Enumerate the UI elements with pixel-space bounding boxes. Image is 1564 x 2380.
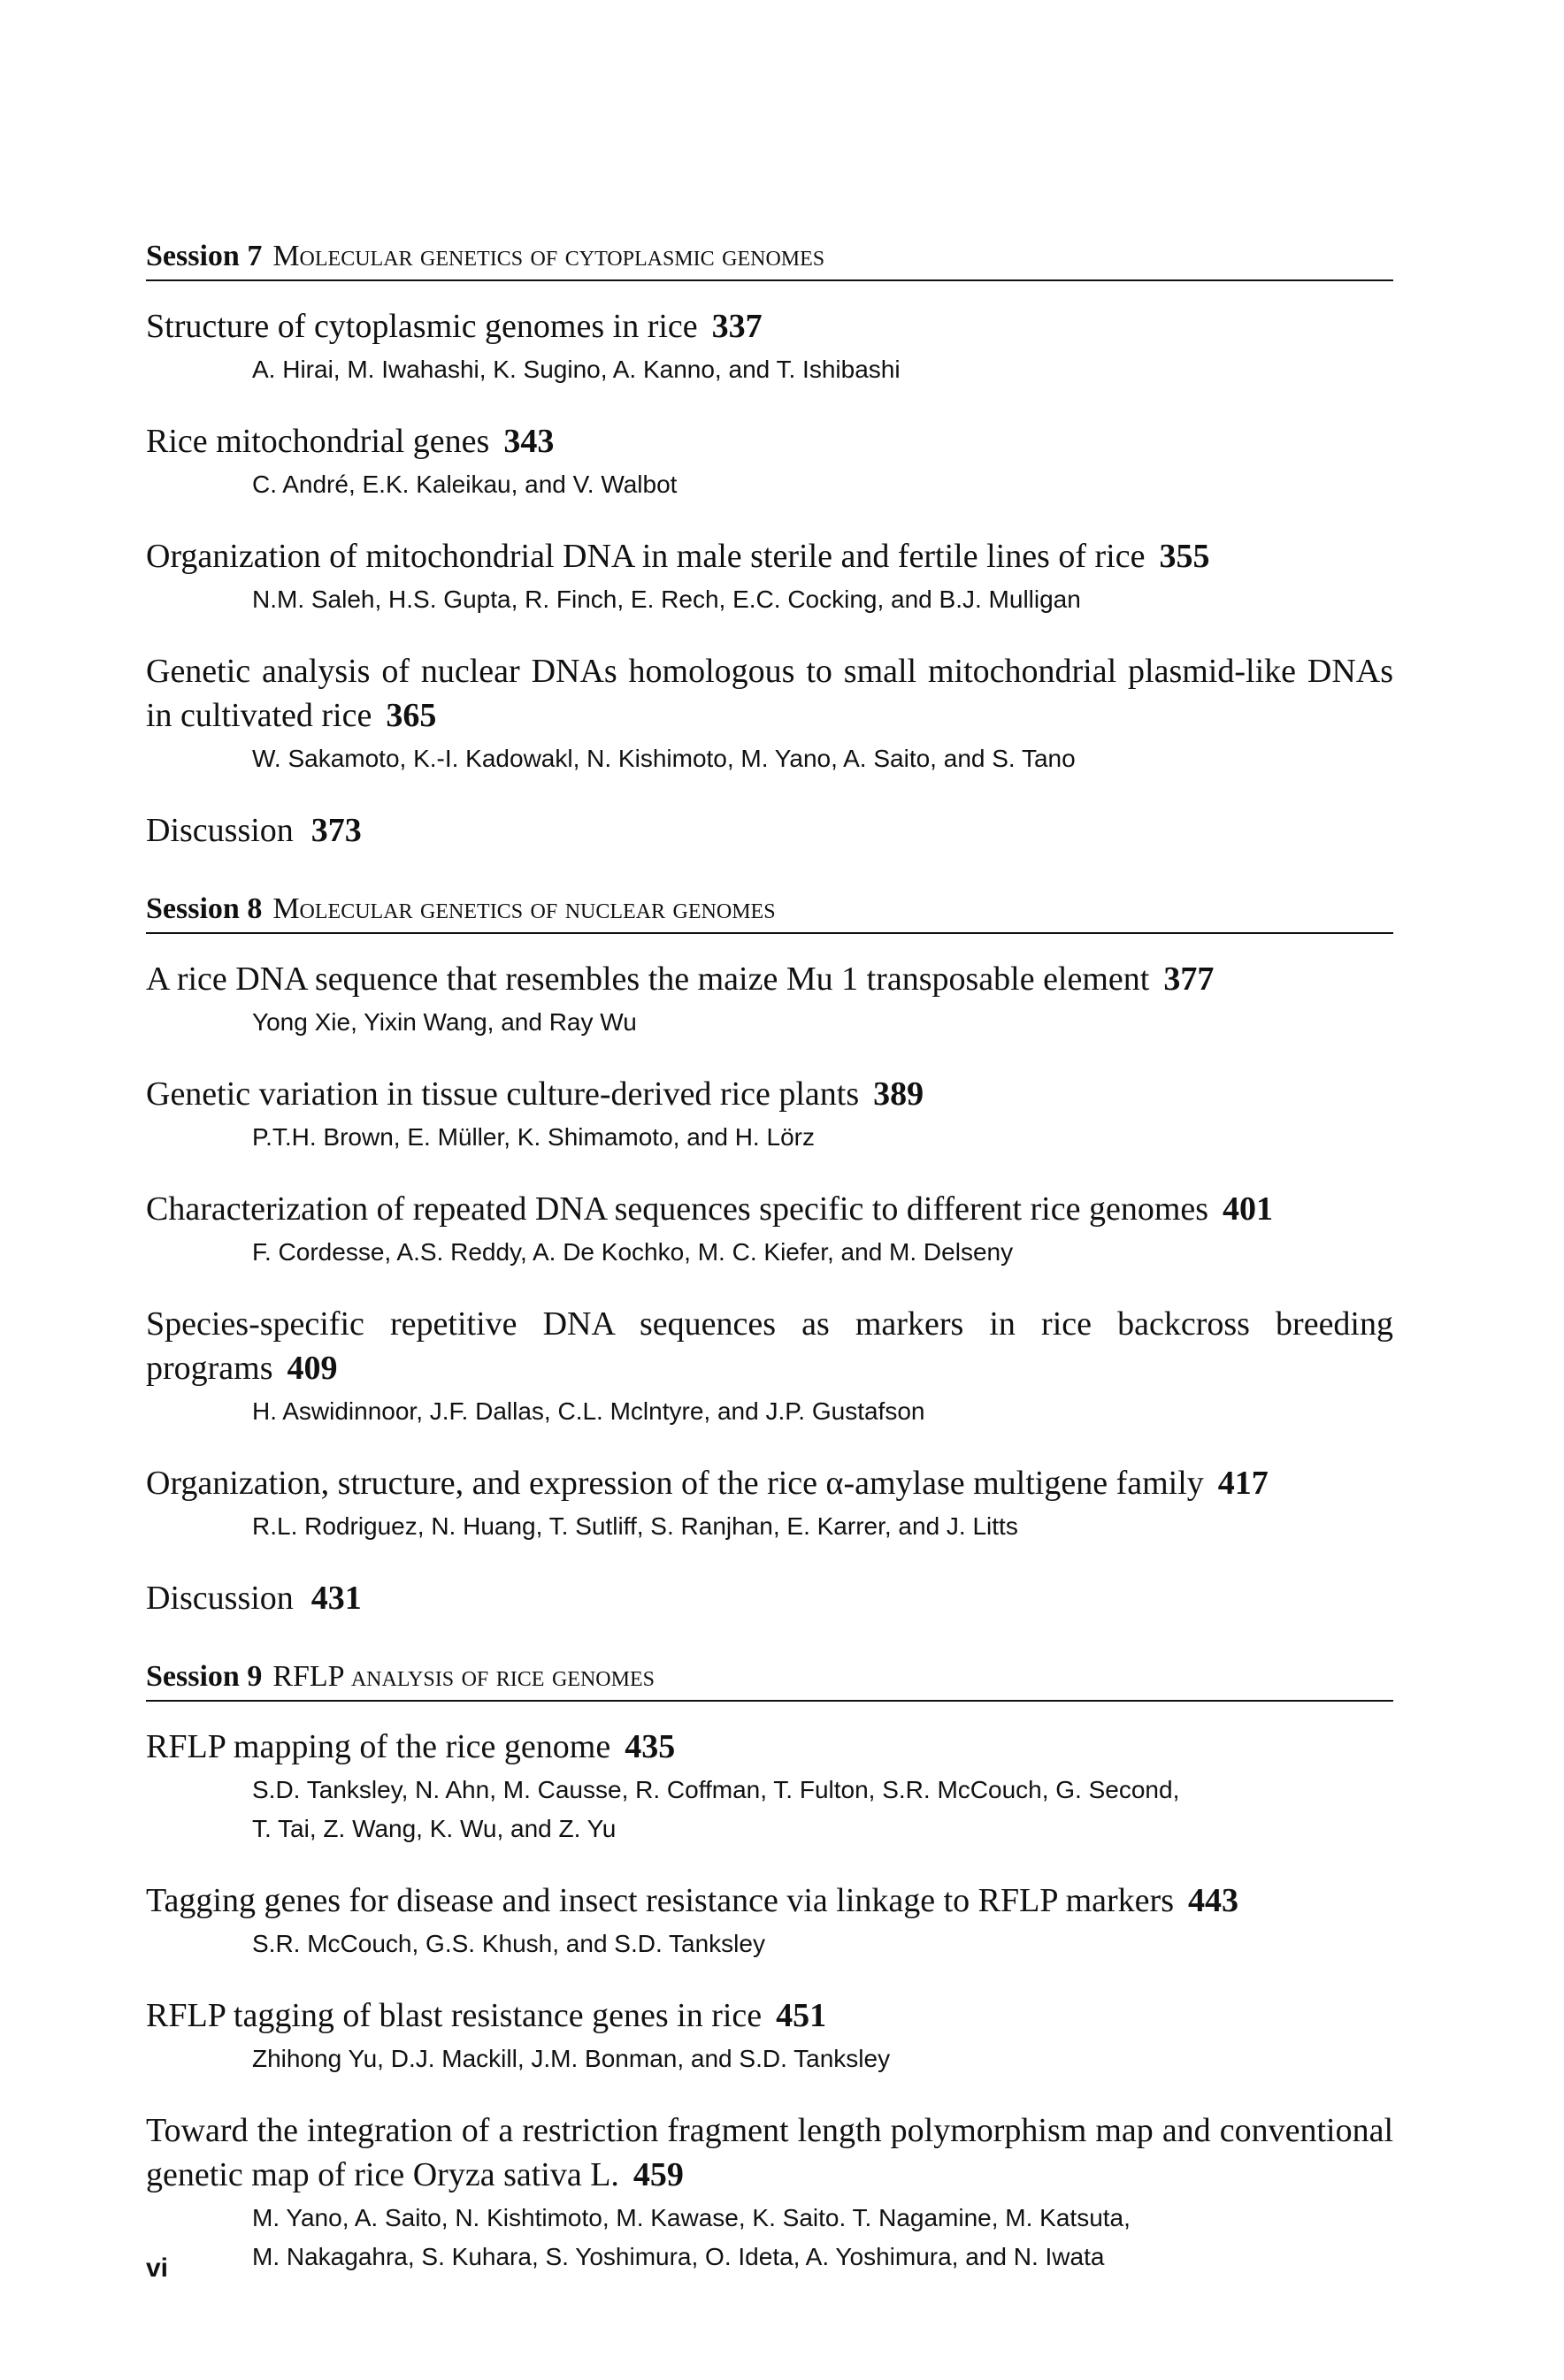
toc-entry xyxy=(146,2108,1393,2275)
entry-title-text: Tagging genes for disease and insect resistance via linkage to RFLP markers xyxy=(146,1882,1174,1919)
entry-title-text: RFLP tagging of blast resistance genes in rice xyxy=(146,1997,763,2034)
toc-page xyxy=(146,239,1393,2314)
entry-authors: S.R. McCouch, G.S. Khush, and S.D. Tanksley xyxy=(252,1930,765,1957)
entry-title xyxy=(146,419,1393,463)
toc-entry xyxy=(146,1302,1393,1429)
entry-page-number: 435 xyxy=(625,1728,676,1765)
discussion-entry xyxy=(146,808,1393,853)
entry-authors: A. Hirai, M. Iwahashi, K. Sugino, A. Kanno, and T. Ishibashi xyxy=(252,356,901,383)
entry-authors: Zhihong Yu, D.J. Mackill, J.M. Bonman, and S.D. Tanksley xyxy=(252,2045,891,2072)
entry-title xyxy=(146,1461,1393,1505)
discussion-label: Discussion xyxy=(146,1580,294,1617)
entry-title xyxy=(146,1879,1393,1923)
entry-authors: W. Sakamoto, K.-I. Kadowakl, N. Kishimoto, M. Yano, A. Saito, and S. Tano xyxy=(252,745,1076,772)
toc-entry xyxy=(146,1879,1393,1962)
entry-authors: Yong Xie, Yixin Wang, and Ray Wu xyxy=(252,1008,637,1036)
entry-authors: M. Yano, A. Saito, N. Kishtimoto, M. Kawase, K. Saito. T. Nagamine, M. Katsuta, xyxy=(252,2204,1131,2231)
toc-entry xyxy=(146,1725,1393,1847)
entry-page-number: 365 xyxy=(386,697,437,734)
entry-title xyxy=(146,649,1393,738)
entry-page-number: 417 xyxy=(1217,1465,1269,1502)
entry-title xyxy=(146,1302,1393,1390)
session-section xyxy=(146,239,1393,853)
entry-page-number: 443 xyxy=(1188,1882,1238,1919)
toc-entry xyxy=(146,1994,1393,2077)
session-topic: Molecular genetics of nuclear genomes xyxy=(272,892,776,925)
session-section xyxy=(146,1659,1393,2275)
entry-authors: P.T.H. Brown, E. Müller, K. Shimamoto, and H. Lörz xyxy=(252,1123,815,1151)
entry-authors: R.L. Rodriguez, N. Huang, T. Sutliff, S. Ranjhan, E. Karrer, and J. Litts xyxy=(252,1512,1018,1540)
toc-entry xyxy=(146,1072,1393,1155)
session-label: Session 9 xyxy=(146,1660,263,1693)
entry-title-text: Organization, structure, and expression of the rice α-amylase multigene family xyxy=(146,1465,1204,1502)
toc-entry xyxy=(146,1187,1393,1270)
entry-title-text: Genetic variation in tissue culture-derived rice plants xyxy=(146,1075,860,1113)
session-label: Session 7 xyxy=(146,240,263,272)
toc-entry xyxy=(146,534,1393,617)
entry-title-text: Toward the integration of a restriction fragment length polymorphism map and conventional genetic map of rice Oryza sativa L. xyxy=(146,2112,1393,2193)
entry-authors: M. Nakagahra, S. Kuhara, S. Yoshimura, O. Ideta, A. Yoshimura, and N. Iwata xyxy=(252,2243,1105,2270)
entry-authors: N.M. Saleh, H.S. Gupta, R. Finch, E. Rech, E.C. Cocking, and B.J. Mulligan xyxy=(252,585,1081,613)
entry-title xyxy=(146,2108,1393,2197)
entry-authors: S.D. Tanksley, N. Ahn, M. Causse, R. Coffman, T. Fulton, S.R. McCouch, G. Second, xyxy=(252,1776,1180,1803)
entry-title-text: Rice mitochondrial genes xyxy=(146,423,490,460)
entry-title-text: Genetic analysis of nuclear DNAs homologous to small mitochondrial plasmid-like DNAs in cultivated rice xyxy=(146,653,1393,734)
entry-title-text: RFLP mapping of the rice genome xyxy=(146,1728,611,1765)
session-header xyxy=(146,239,1393,281)
entry-page-number: 389 xyxy=(873,1075,924,1113)
page-number: vi xyxy=(146,2254,169,2283)
toc-entry xyxy=(146,419,1393,502)
toc-entry xyxy=(146,304,1393,387)
toc-entry xyxy=(146,957,1393,1040)
entry-title-text: Species-specific repetitive DNA sequences as markers in rice backcross breeding programs xyxy=(146,1305,1393,1387)
entry-page-number: 459 xyxy=(632,2156,684,2193)
session-header xyxy=(146,1659,1393,1702)
session-header xyxy=(146,892,1393,934)
entry-page-number: 401 xyxy=(1223,1190,1274,1228)
entry-page-number: 451 xyxy=(776,1997,827,2034)
entry-title xyxy=(146,1072,1393,1116)
entry-title xyxy=(146,957,1393,1001)
session-section xyxy=(146,892,1393,1620)
entry-title-text: Characterization of repeated DNA sequences specific to different rice genomes xyxy=(146,1190,1209,1228)
entry-title xyxy=(146,1187,1393,1231)
entry-authors: F. Cordesse, A.S. Reddy, A. De Kochko, M. C. Kiefer, and M. Delseny xyxy=(252,1238,1014,1266)
discussion-title xyxy=(146,808,1393,853)
entry-title xyxy=(146,304,1393,348)
entry-authors: H. Aswidinnoor, J.F. Dallas, C.L. Mclntyre, and J.P. Gustafson xyxy=(252,1397,925,1425)
entry-page-number: 343 xyxy=(503,423,555,460)
session-topic: RFLP analysis of rice genomes xyxy=(272,1660,655,1693)
entry-title-text: A rice DNA sequence that resembles the maize Mu 1 transposable element xyxy=(146,960,1150,998)
toc-entry xyxy=(146,1461,1393,1544)
discussion-entry xyxy=(146,1576,1393,1620)
entry-authors: T. Tai, Z. Wang, K. Wu, and Z. Yu xyxy=(252,1815,617,1842)
discussion-page-number: 373 xyxy=(310,812,362,849)
entry-page-number: 377 xyxy=(1163,960,1215,998)
discussion-page-number: 431 xyxy=(310,1580,362,1617)
entry-title xyxy=(146,534,1393,578)
entry-page-number: 409 xyxy=(287,1350,338,1387)
entry-page-number: 355 xyxy=(1159,538,1210,575)
discussion-title xyxy=(146,1576,1393,1620)
entry-title xyxy=(146,1725,1393,1769)
entry-title xyxy=(146,1994,1393,2038)
session-topic: Molecular genetics of cytoplasmic genomes xyxy=(272,240,825,272)
entry-title-text: Organization of mitochondrial DNA in male sterile and fertile lines of rice xyxy=(146,538,1146,575)
discussion-label: Discussion xyxy=(146,812,294,849)
session-label: Session 8 xyxy=(146,892,263,925)
entry-page-number: 337 xyxy=(711,308,763,345)
toc-entry xyxy=(146,649,1393,777)
entry-authors: C. André, E.K. Kaleikau, and V. Walbot xyxy=(252,471,678,498)
entry-title-text: Structure of cytoplasmic genomes in rice xyxy=(146,308,698,345)
